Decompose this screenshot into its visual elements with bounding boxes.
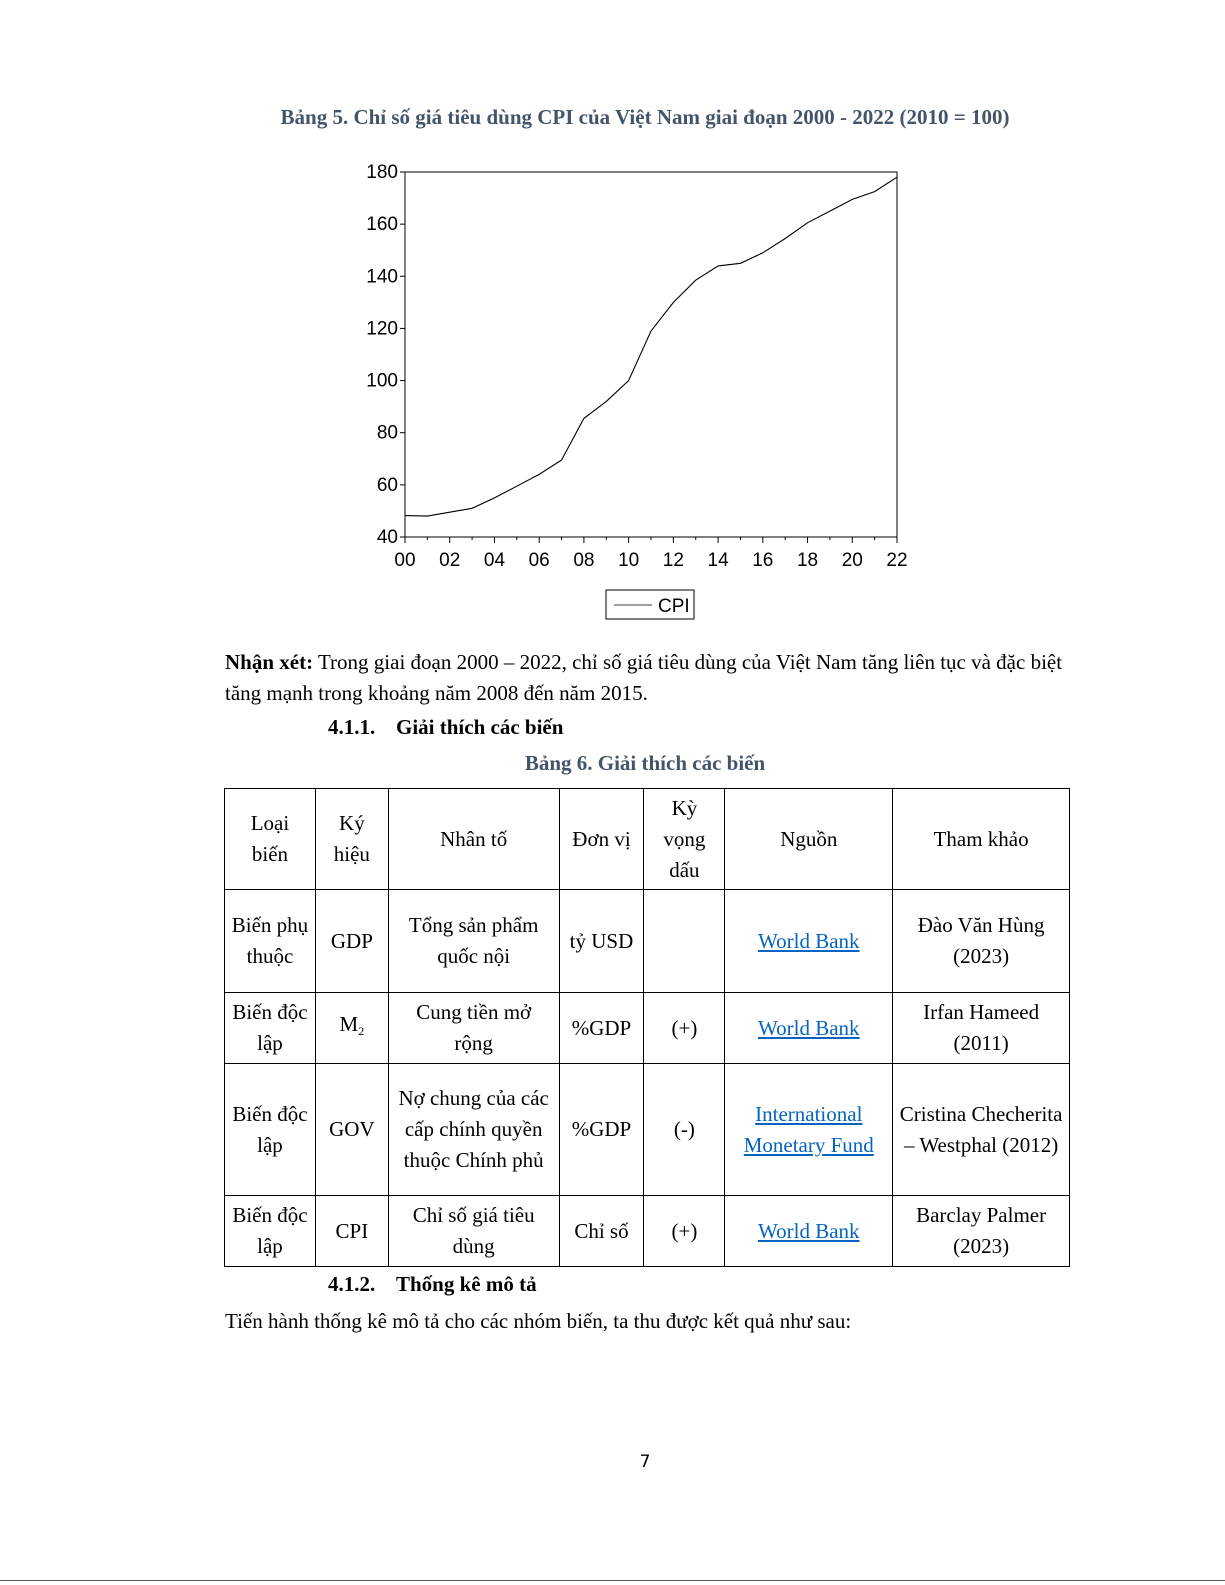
cell-unit: Chỉ số xyxy=(559,1196,644,1267)
header-cell: Loại biến xyxy=(225,789,316,890)
x-tick-label: 22 xyxy=(886,550,908,571)
header-cell: Ký hiệu xyxy=(315,789,388,890)
cell-source xyxy=(725,890,893,993)
header-cell: Nguồn xyxy=(725,789,893,890)
cell-factor: Cung tiền mở rộng xyxy=(388,993,559,1064)
chart-legend xyxy=(606,590,694,619)
y-tick-label: 180 xyxy=(366,162,398,183)
section-number: 4.1.1. xyxy=(328,715,376,739)
cell-source xyxy=(725,1064,893,1196)
section-title: Thống kê mô tả xyxy=(396,1272,537,1296)
page-number: 7 xyxy=(639,1452,651,1472)
cell-factor: Chỉ số giá tiêu dùng xyxy=(388,1196,559,1267)
cell-reference: Irfan Hameed (2011) xyxy=(893,993,1070,1064)
x-tick-label: 10 xyxy=(618,550,640,571)
x-tick-label: 18 xyxy=(796,550,819,571)
table-caption: Bảng 6. Giải thích các biến xyxy=(524,751,766,775)
y-tick-label: 160 xyxy=(366,214,398,236)
y-tick-label: 60 xyxy=(376,474,398,496)
header-cell: Kỳ vọng dấu xyxy=(644,789,725,890)
source-link-imf[interactable]: International Monetary Fund xyxy=(743,1101,874,1157)
bottom-rule xyxy=(0,1580,1225,1581)
source-link-world-bank[interactable]: World Bank xyxy=(758,1015,860,1040)
symbol-text: M xyxy=(339,1012,359,1036)
y-tick-label: 120 xyxy=(366,318,398,340)
table-row xyxy=(225,1064,1070,1196)
cell-unit: %GDP xyxy=(559,993,644,1064)
cell-type: Biến độc lập xyxy=(225,993,316,1064)
cell-reference: Barclay Palmer (2023) xyxy=(893,1196,1070,1267)
cpi-series-line xyxy=(405,177,897,516)
y-tick-label: 100 xyxy=(366,370,398,392)
cell-unit: tỷ USD xyxy=(559,890,644,993)
x-tick-label: 04 xyxy=(483,550,506,571)
symbol-subscript: 2 xyxy=(358,1024,365,1038)
section-heading-4-1-2 xyxy=(328,1272,537,1297)
cpi-line-chart xyxy=(330,150,930,630)
cell-sign: (+) xyxy=(644,1196,725,1267)
y-tick-label: 140 xyxy=(366,266,398,288)
section-title: Giải thích các biến xyxy=(396,715,564,739)
x-tick-label: 00 xyxy=(394,550,416,571)
table-row xyxy=(225,890,1070,993)
cell-factor: Tổng sản phẩm quốc nội xyxy=(388,890,559,993)
intro-paragraph: Tiến hành thống kê mô tả cho các nhóm biến, ta thu được kết quả như sau: xyxy=(225,1309,852,1333)
header-cell: Nhân tố xyxy=(388,789,559,890)
x-tick-label: 12 xyxy=(662,550,684,571)
cell-type: Biến phụ thuộc xyxy=(225,890,316,993)
variables-table xyxy=(224,788,1070,1267)
cell-sign: (-) xyxy=(644,1064,725,1196)
cell-symbol xyxy=(315,993,388,1064)
figure-caption: Bảng 5. Chỉ số giá tiêu dùng CPI của Việt Nam giai đoạn 2000 - 2022 (2010 = 100) xyxy=(280,105,1010,129)
section-heading-4-1-1 xyxy=(328,715,563,740)
cell-type: Biến độc lập xyxy=(225,1196,316,1267)
x-tick-label: 14 xyxy=(707,550,729,571)
cell-unit: %GDP xyxy=(559,1064,644,1196)
y-tick-label: 80 xyxy=(376,422,398,444)
cell-source xyxy=(725,1196,893,1267)
x-tick-label: 06 xyxy=(528,550,550,571)
legend-label-cpi: CPI xyxy=(658,596,690,617)
remark-text: Trong giai đoạn 2000 – 2022, chỉ số giá tiêu dùng của Việt Nam tăng liên tục và đặc biệt tăng mạnh trong khoảng năm 2008 đến năm 2015. xyxy=(225,650,1063,705)
x-tick-label: 08 xyxy=(573,550,595,571)
cell-reference: Cristina Checherita – Westphal (2012) xyxy=(893,1064,1070,1196)
cell-symbol: CPI xyxy=(315,1196,388,1267)
cell-type: Biến độc lập xyxy=(225,1064,316,1196)
cell-source xyxy=(725,993,893,1064)
cell-sign xyxy=(644,890,725,993)
section-number: 4.1.2. xyxy=(328,1272,376,1296)
y-axis xyxy=(366,162,405,548)
source-link-world-bank[interactable]: World Bank xyxy=(758,1218,860,1243)
cell-symbol: GOV xyxy=(315,1064,388,1196)
table-row xyxy=(225,993,1070,1064)
source-link-world-bank[interactable]: World Bank xyxy=(758,928,860,953)
x-tick-label: 20 xyxy=(841,550,863,571)
y-tick-label: 40 xyxy=(376,527,398,548)
cell-reference: Đào Văn Hùng (2023) xyxy=(893,890,1070,993)
cell-factor: Nợ chung của các cấp chính quyền thuộc Chính phủ xyxy=(388,1064,559,1196)
x-axis xyxy=(394,537,907,571)
table-row xyxy=(225,1196,1070,1267)
x-tick-label: 02 xyxy=(439,550,461,571)
header-cell: Tham khảo xyxy=(893,789,1070,890)
header-cell: Đơn vị xyxy=(559,789,644,890)
plot-frame xyxy=(405,172,897,537)
x-tick-label: 16 xyxy=(752,550,774,571)
table-header-row xyxy=(225,789,1070,890)
remark-paragraph xyxy=(225,647,1085,709)
cell-sign: (+) xyxy=(644,993,725,1064)
cell-symbol: GDP xyxy=(315,890,388,993)
remark-label: Nhận xét: xyxy=(225,650,314,674)
